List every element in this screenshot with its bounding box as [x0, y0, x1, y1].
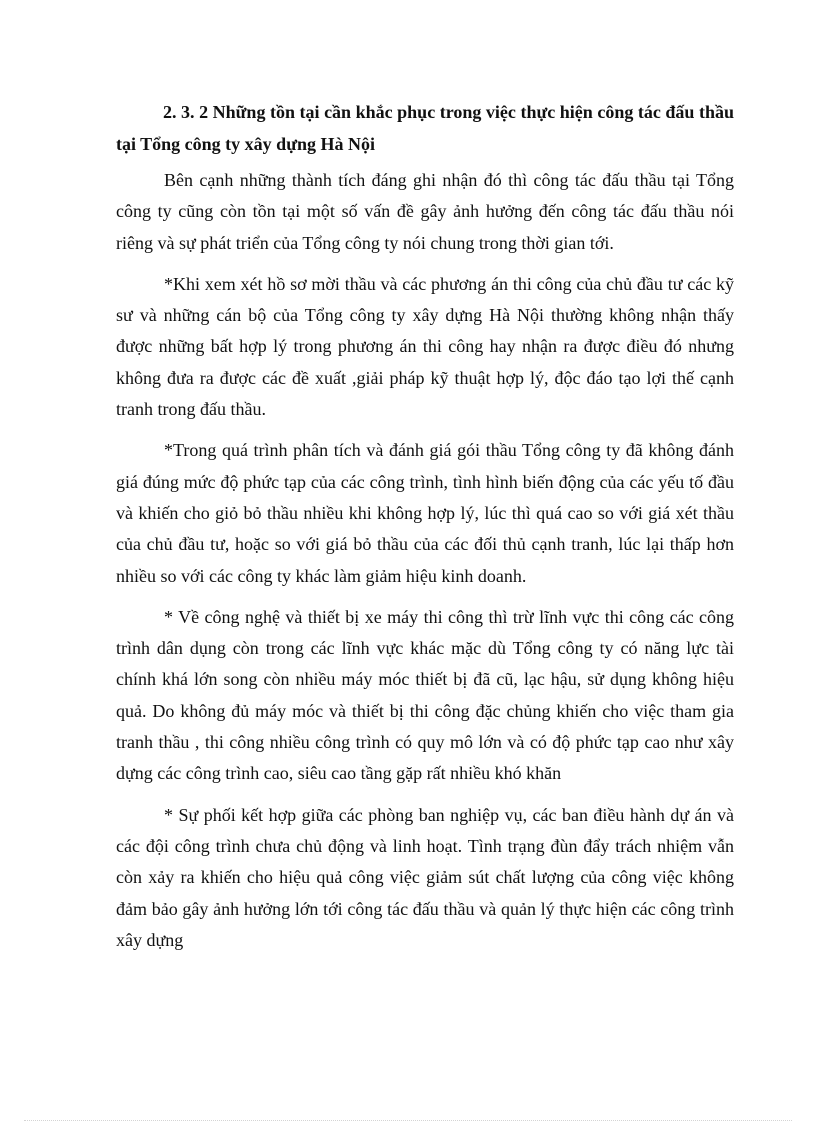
- section-heading: 2. 3. 2 Những tồn tại cần khắc phục trong việc thực hiện công tác đấu thầu tại Tổng công ty xây dựng Hà Nội: [116, 102, 734, 154]
- paragraph-bid-evaluation: *Khi xem xét hồ sơ mời thầu và các phương án thi công của chủ đầu tư các kỹ sư và những cán bộ của Tổng công ty xây dựng Hà Nội thường không nhận thấy được những bất hợp lý trong phương án thi công hay nhận ra được điều đó nhưng không đưa ra được các đề xuất ,giải pháp kỹ thuật hợp lý, độc đáo tạo lợi thế cạnh tranh trong đấu thầu.: [116, 273, 734, 420]
- paragraph-package-analysis: *Trong quá trình phân tích và đánh giá gói thầu Tổng công ty đã không đánh giá đúng mức độ phức tạp của các công trình, tình hình biến động của các yếu tố đầu và khiến cho giỏ bỏ thầu nhiều khi không hợp lý, lúc thì quá cao so với giá xét thầu của chủ đầu tư, hoặc so với giá bỏ thầu của các đối thủ cạnh tranh, lúc lại thấp hơn nhiều so với các công ty khác làm giảm hiệu kinh doanh.: [116, 440, 734, 586]
- page-bottom-divider: [24, 1120, 792, 1121]
- paragraph-equipment: * Về công nghệ và thiết bị xe máy thi công thì trừ lĩnh vực thi công các công trình dân dụng còn trong các lĩnh vực khác mặc dù Tổng công ty có năng lực tài chính khá lớn song còn nhiều máy móc thiết bị đã cũ, lạc hậu, sử dụng không hiệu quả. Do không đủ máy móc và thiết bị thi công đặc chủng khiến cho việc tham gia tranh thầu , thi công nhiều công trình có quy mô lớn và có độ phức tạp cao như xây dựng các công trình cao, siêu cao tầng gặp rất nhiều khó khăn: [116, 606, 734, 784]
- paragraph-intro: Bên cạnh những thành tích đáng ghi nhận đó thì công tác đấu thầu tại Tổng công ty cũng còn tồn tại một số vấn đề gây ảnh hưởng đến công tác đấu thầu nói riêng và sự phát triển của Tổng công ty nói chung trong thời gian tới.: [116, 170, 734, 253]
- paragraph-coordination: * Sự phối kết hợp giữa các phòng ban nghiệp vụ, các ban điều hành dự án và các đội công trình chưa chủ động và linh hoạt. Tình trạng đùn đẩy trách nhiệm vẫn còn xảy ra khiến cho hiệu quả công việc giảm sút chất lượng của công việc không đảm bảo gây ảnh hưởng lớn tới công tác đấu thầu và quản lý thực hiện các công trình xây dựng: [116, 804, 734, 950]
- document-body: [116, 96, 734, 956]
